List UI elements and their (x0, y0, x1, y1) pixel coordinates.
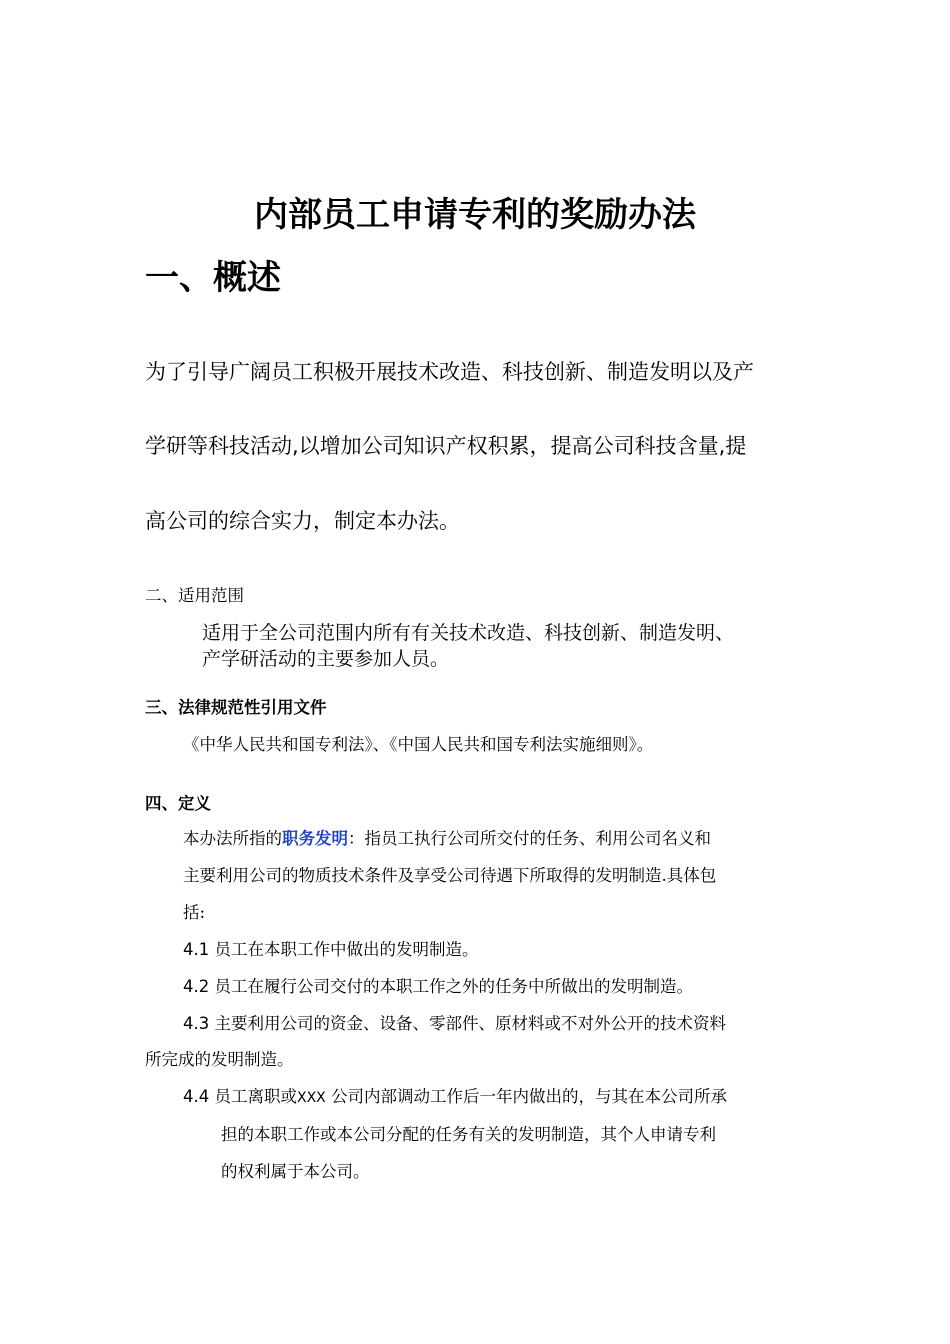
item-number: 4.1 (183, 940, 210, 959)
item-text-2: 公司内部调动工作后一年内做出的，与其在本公司所承 (325, 1087, 728, 1106)
referenced-laws: 《中华人民共和国专利法》、《中国人民共和国专利法实施细则》。 (183, 735, 654, 754)
scope-line-2: 产学研活动的主要参加人员。 (202, 648, 450, 670)
section-1-heading: 一、概述 (145, 258, 281, 298)
item-number: 4.3 (183, 1014, 210, 1033)
overview-line-1: 为了引导广阔员工积极开展技术改造、科技创新、制造发明以及产 (145, 360, 754, 384)
list-item-4-1 (183, 938, 479, 962)
list-item-4-4 (183, 1085, 727, 1110)
section-4-heading: 四、定义 (145, 794, 211, 813)
list-item-4-2 (183, 975, 693, 999)
list-item-4-4-continued-2: 的权利属于本公司。 (221, 1162, 370, 1181)
scope-line-1: 适用于全公司范围内所有有关技术改造、科技创新、制造发明、 (202, 622, 735, 644)
definition-line-2: 主要利用公司的物质技术条件及享受公司待遇下所取得的发明制造.具体包 (183, 866, 717, 885)
list-item-4-3-continued: 所完成的发明制造。 (145, 1050, 294, 1069)
item-text: 员工离职或 (209, 1087, 297, 1106)
definition-prefix: 本办法所指的 (183, 829, 282, 848)
definition-rest: ：指员工执行公司所交付的任务、利用公司名义和 (348, 829, 711, 848)
item-text: 员工在履行公司交付的本职工作之外的任务中所做出的发明制造。 (209, 977, 693, 996)
item-number: 4.4 (183, 1087, 210, 1106)
list-item-4-3 (183, 1012, 726, 1036)
company-placeholder: XXX (297, 1090, 326, 1106)
item-number: 4.2 (183, 977, 210, 996)
list-item-4-4-continued-1: 担的本职工作或本公司分配的任务有关的发明制造，其个人申请专利 (221, 1125, 716, 1144)
section-3-heading: 三、法律规范性引用文件 (145, 698, 327, 717)
item-text: 员工在本职工作中做出的发明制造。 (209, 940, 479, 959)
overview-line-3: 高公司的综合实力，制定本办法。 (145, 509, 460, 533)
term-service-invention: 职务发明 (282, 829, 348, 848)
overview-line-2: 学研等科技活动,以增加公司知识产权积累，提高公司科技含量,提 (145, 434, 747, 458)
definition-line-3: 括: (183, 903, 206, 922)
item-text: 主要利用公司的资金、设备、零部件、原材料或不对外公开的技术资料 (209, 1014, 726, 1033)
section-2-heading: 二、适用范围 (145, 586, 244, 605)
definition-line-1 (183, 827, 711, 851)
document-title: 内部员工申请专利的奖励办法 (254, 195, 696, 235)
